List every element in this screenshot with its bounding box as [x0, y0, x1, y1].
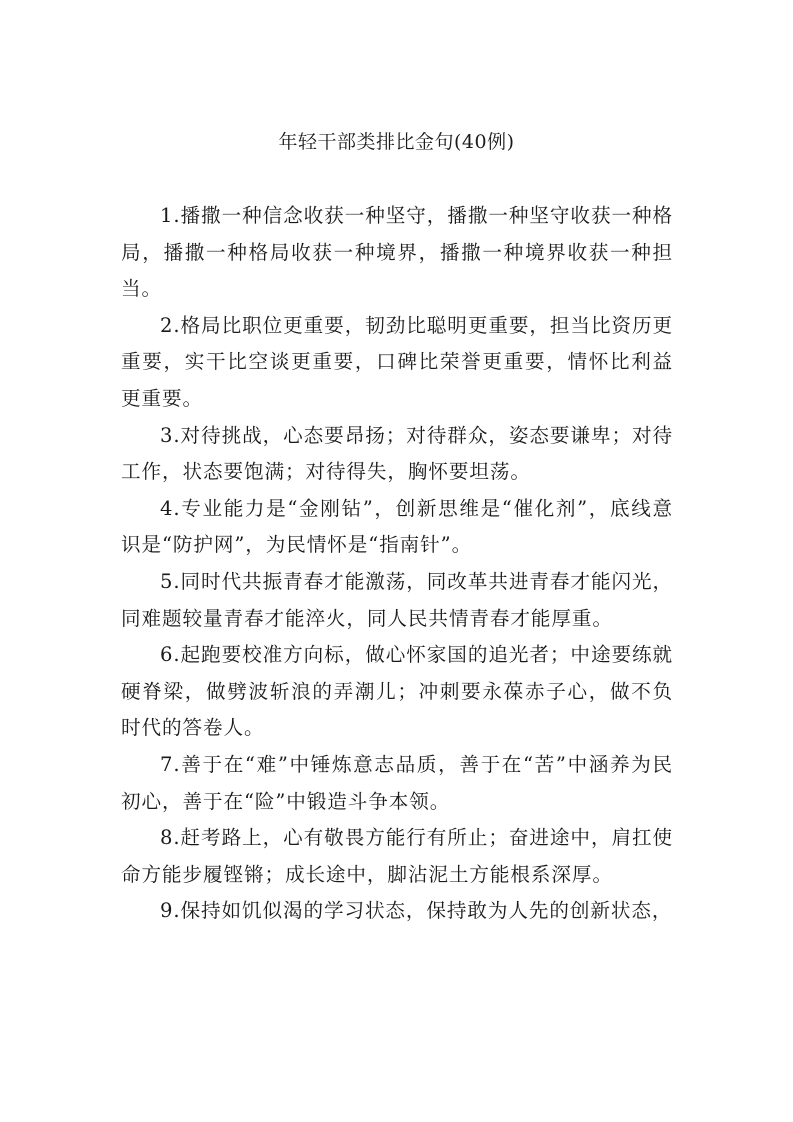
paragraph-8: 8.赶考路上，心有敬畏方能行有所止；奋进途中，肩扛使命方能步履铿锵；成长途中，脚沾泥土方能根系深厚。 [121, 826, 673, 886]
paragraph-2: 2.格局比职位更重要，韧劲比聪明更重要，担当比资历更重要，实干比空谈更重要，口碑比荣誉更重要，情怀比利益更重要。 [121, 313, 673, 410]
paragraph-5: 5.同时代共振青春才能激荡，同改革共进青春才能闪光，同难题较量青春才能淬火，同人民共情青春才能厚重。 [121, 569, 673, 630]
paragraph-4: 4.专业能力是“金刚钻”，创新思维是“催化剂”，底线意识是“防护网”，为民情怀是“指南针”。 [121, 496, 673, 557]
paragraph-1: 1.播撒一种信念收获一种坚守，播撒一种坚守收获一种格局，播撒一种格局收获一种境界，播撒一种境界收获一种担当。 [121, 204, 673, 301]
paragraph-7: 7.善于在“难”中锤炼意志品质，善于在“苦”中涵养为民初心，善于在“险”中锻造斗争本领。 [121, 752, 673, 813]
paragraph-9: 9.保持如饥似渴的学习状态，保持敢为人先的创新状态， [160, 899, 673, 923]
paragraph-6: 6.起跑要校准方向标，做心怀家国的追光者；中途要练就硬脊梁，做劈波斩浪的弄潮儿；冲刺要永葆赤子心，做不负时代的答卷人。 [121, 643, 673, 740]
page-title: 年轻干部类排比金句(40例) [278, 131, 515, 153]
paragraph-3: 3.对待挑战，心态要昂扬；对待群众，姿态要谦卑；对待工作，状态要饱满；对待得失，胸怀要坦荡。 [121, 423, 673, 484]
document-body [121, 198, 673, 930]
